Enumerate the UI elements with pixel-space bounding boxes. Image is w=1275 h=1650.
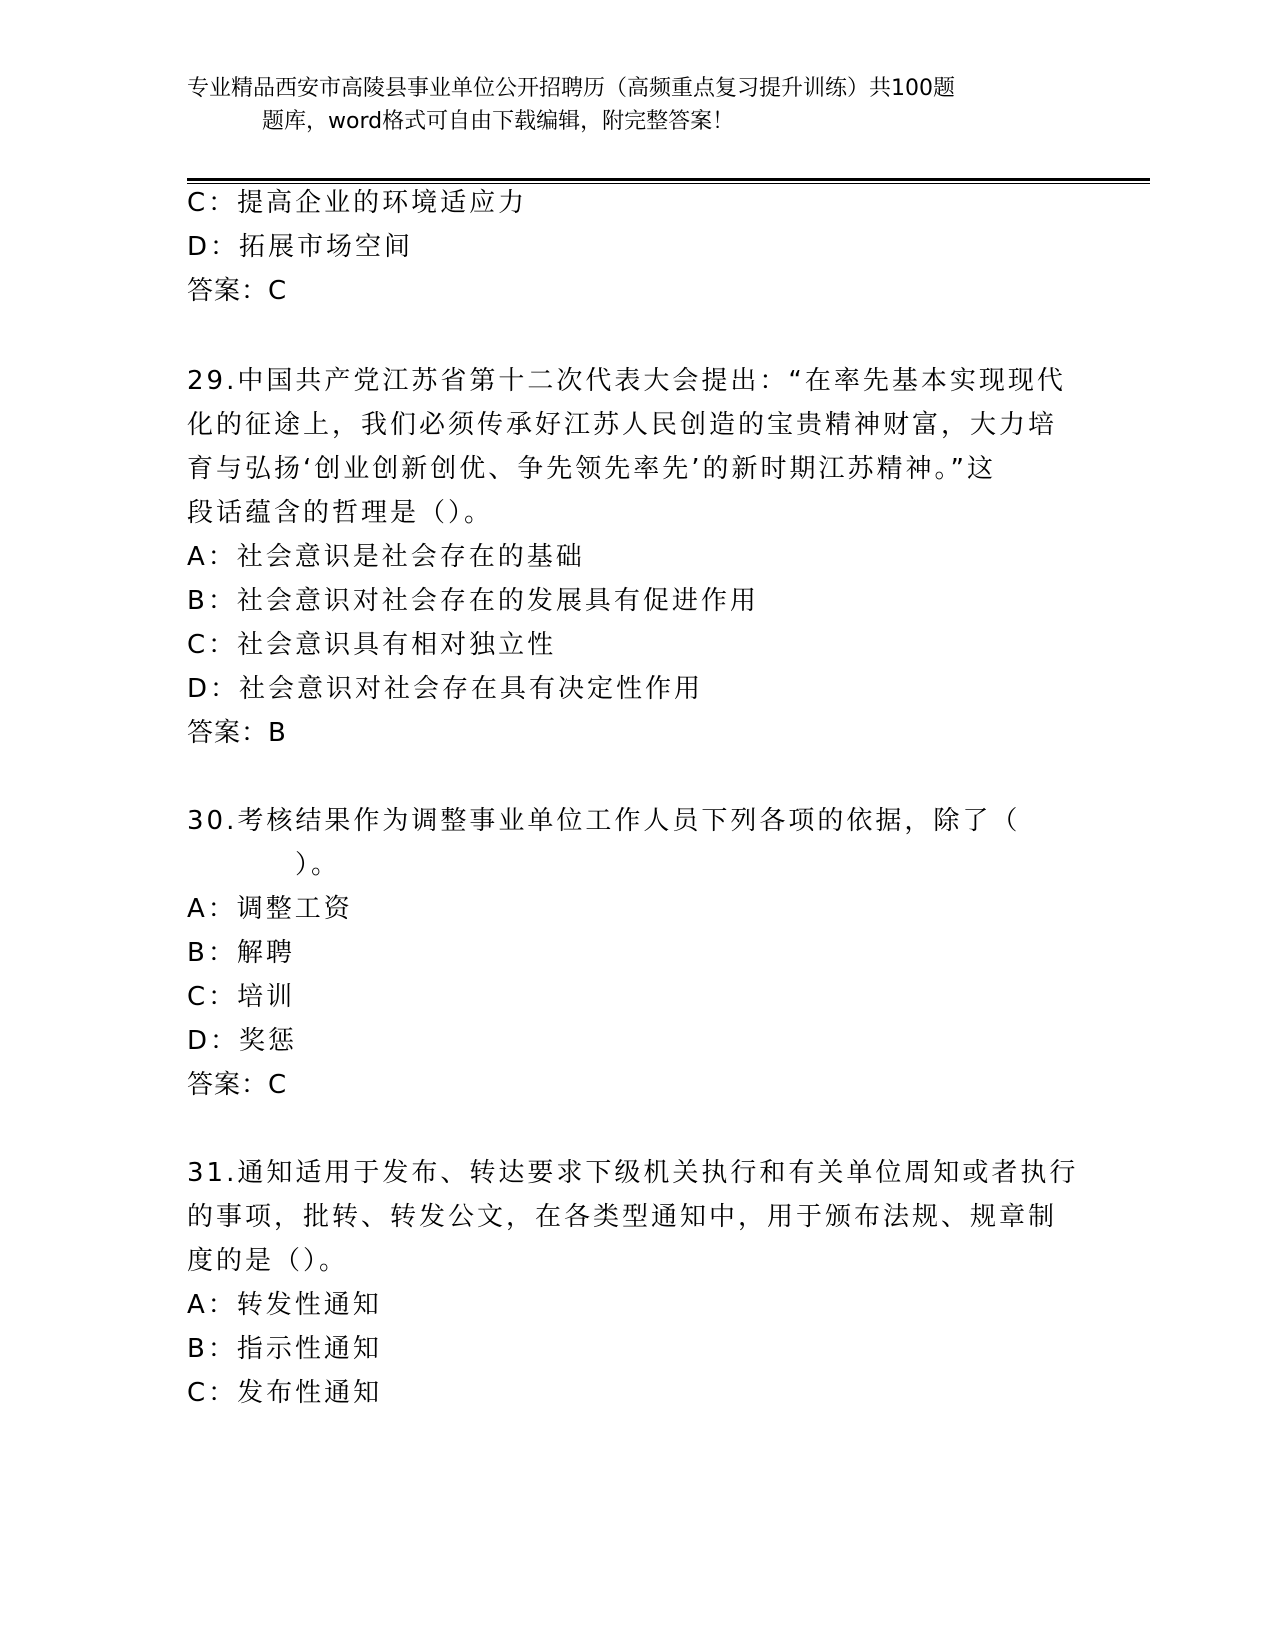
header-rule-thin (187, 183, 1150, 184)
q31-text-line1: 31.通知适用于发布、转达要求下级机关执行和有关单位周知或者执行 (187, 1158, 1079, 1188)
prev-answer: 答案：C (187, 276, 288, 306)
header-title-line1: 专业精品西安市高陵县事业单位公开招聘历（高频重点复习提升训练）共100题 (187, 76, 955, 101)
q29-text-line1: 29.中国共产党江苏省第十二次代表大会提出：“在率先基本实现现代 (187, 366, 1066, 396)
q29-option-a: A：社会意识是社会存在的基础 (187, 542, 585, 572)
q31-text-line2: 的事项，批转、转发公文，在各类型通知中，用于颁布法规、规章制 (187, 1202, 1058, 1232)
q29-text-line3: 育与弘扬‘创业创新创优、争先领先率先’的新时期江苏精神。”这 (187, 454, 996, 484)
q30-text-line2: ）。 (295, 850, 341, 880)
q29-text-line2: 化的征途上，我们必须传承好江苏人民创造的宝贵精神财富，大力培 (187, 410, 1058, 440)
q29-answer: 答案：B (187, 718, 287, 748)
header-rule-thick (187, 178, 1150, 181)
q29-option-d: D：社会意识对社会存在具有决定性作用 (187, 674, 704, 704)
prev-option-d: D：拓展市场空间 (187, 232, 414, 262)
q30-text-line1: 30.考核结果作为调整事业单位工作人员下列各项的依据，除了（ (187, 806, 1021, 836)
q31-text-line3: 度的是（）。 (187, 1246, 349, 1276)
q31-option-b: B：指示性通知 (187, 1334, 382, 1364)
q29-option-b: B：社会意识对社会存在的发展具有促进作用 (187, 586, 759, 616)
q30-option-c: C：培训 (187, 982, 296, 1012)
q30-option-a: A：调整工资 (187, 894, 353, 924)
q31-option-c: C：发布性通知 (187, 1378, 383, 1408)
q30-option-b: B：解聘 (187, 938, 295, 968)
header-title-line2: 题库，word格式可自由下载编辑，附完整答案！ (262, 109, 735, 134)
q30-answer: 答案：C (187, 1070, 288, 1100)
q30-option-d: D：奖惩 (187, 1026, 298, 1056)
q31-option-a: A：转发性通知 (187, 1290, 382, 1320)
prev-option-c: C：提高企业的环境适应力 (187, 188, 528, 218)
q29-text-line4: 段话蕴含的哲理是（）。 (187, 498, 494, 528)
q29-option-c: C：社会意识具有相对独立性 (187, 630, 557, 660)
